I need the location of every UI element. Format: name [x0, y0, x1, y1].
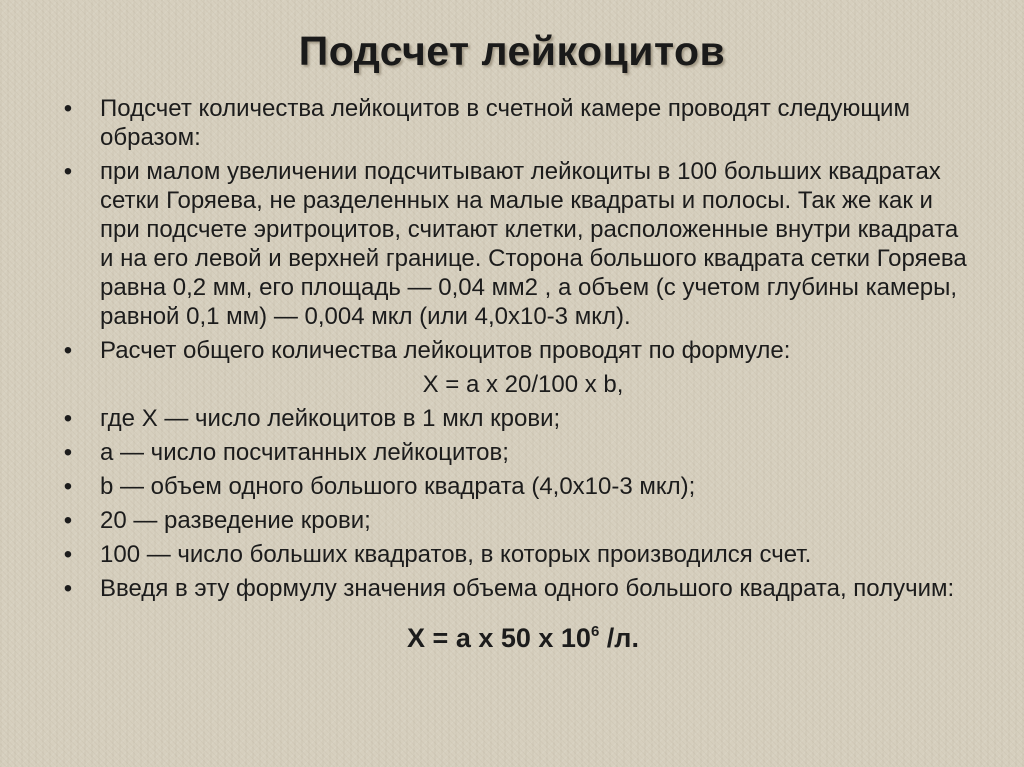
bullet-text: Подсчет количества лейкоцитов в счетной камере проводят следующим образом: — [100, 95, 910, 151]
bullet-icon: • — [63, 405, 73, 432]
final-formula-left: Х = а х 50 х 10 — [407, 623, 591, 653]
definition-text: 100 — число больших квадратов, в которых производился счет. — [100, 541, 812, 568]
bullet-icon: • — [63, 575, 73, 602]
bullet-text: Расчет общего количества лейкоцитов проводят по формуле: — [100, 337, 791, 364]
slide-title: Подсчет лейкоцитов — [298, 28, 726, 74]
bullet-item — [58, 574, 978, 603]
bullet-item — [58, 506, 978, 535]
bullet-item — [58, 336, 978, 365]
bullet-item — [58, 540, 978, 569]
bullet-icon: • — [63, 507, 73, 534]
bullet-icon: • — [63, 473, 73, 500]
bullet-icon: • — [63, 541, 73, 568]
definition-text: где Х — число лейкоцитов в 1 мкл крови; — [100, 405, 561, 432]
bullet-item — [58, 157, 978, 331]
bullet-icon: • — [63, 95, 73, 122]
definition-text: 20 — разведение крови; — [100, 507, 371, 534]
bullet-icon: • — [63, 158, 73, 185]
bullet-item — [58, 404, 978, 433]
bullet-icon: • — [63, 439, 73, 466]
bullet-item — [58, 438, 978, 467]
definition-text: Введя в эту формулу значения объема одного большого квадрата, получим: — [100, 575, 955, 602]
definition-text: b — объем одного большого квадрата (4,0х10-3 мкл); — [100, 473, 696, 500]
bullet-item — [58, 472, 978, 501]
slide-content — [58, 94, 978, 653]
bullet-icon: • — [63, 337, 73, 364]
bullet-text: при малом увеличении подсчитывают лейкоциты в 100 больших квадратах сетки Горяева, не разделенных на малые квадраты и полосы. Так же как и при подсчете эритроцитов, считают клетки, расположенные внутри квадрата и на его левой и верхней границе. Сторона большого квадрата сетки Горяева равна 0,2 мм, его площадь — 0,04 мм2 , а объем (с учетом глубины камеры, равной 0,1 мм) — 0,004 мкл (или 4,0х10-3 мкл). — [100, 158, 967, 330]
definition-text: а — число посчитанных лейкоцитов; — [100, 439, 509, 466]
final-formula-exponent: 6 — [590, 623, 600, 640]
final-formula-right: /л. — [599, 623, 639, 653]
bullet-item — [58, 94, 978, 152]
final-formula — [58, 617, 978, 653]
formula: Х = а х 20/100 х b, — [422, 371, 624, 398]
